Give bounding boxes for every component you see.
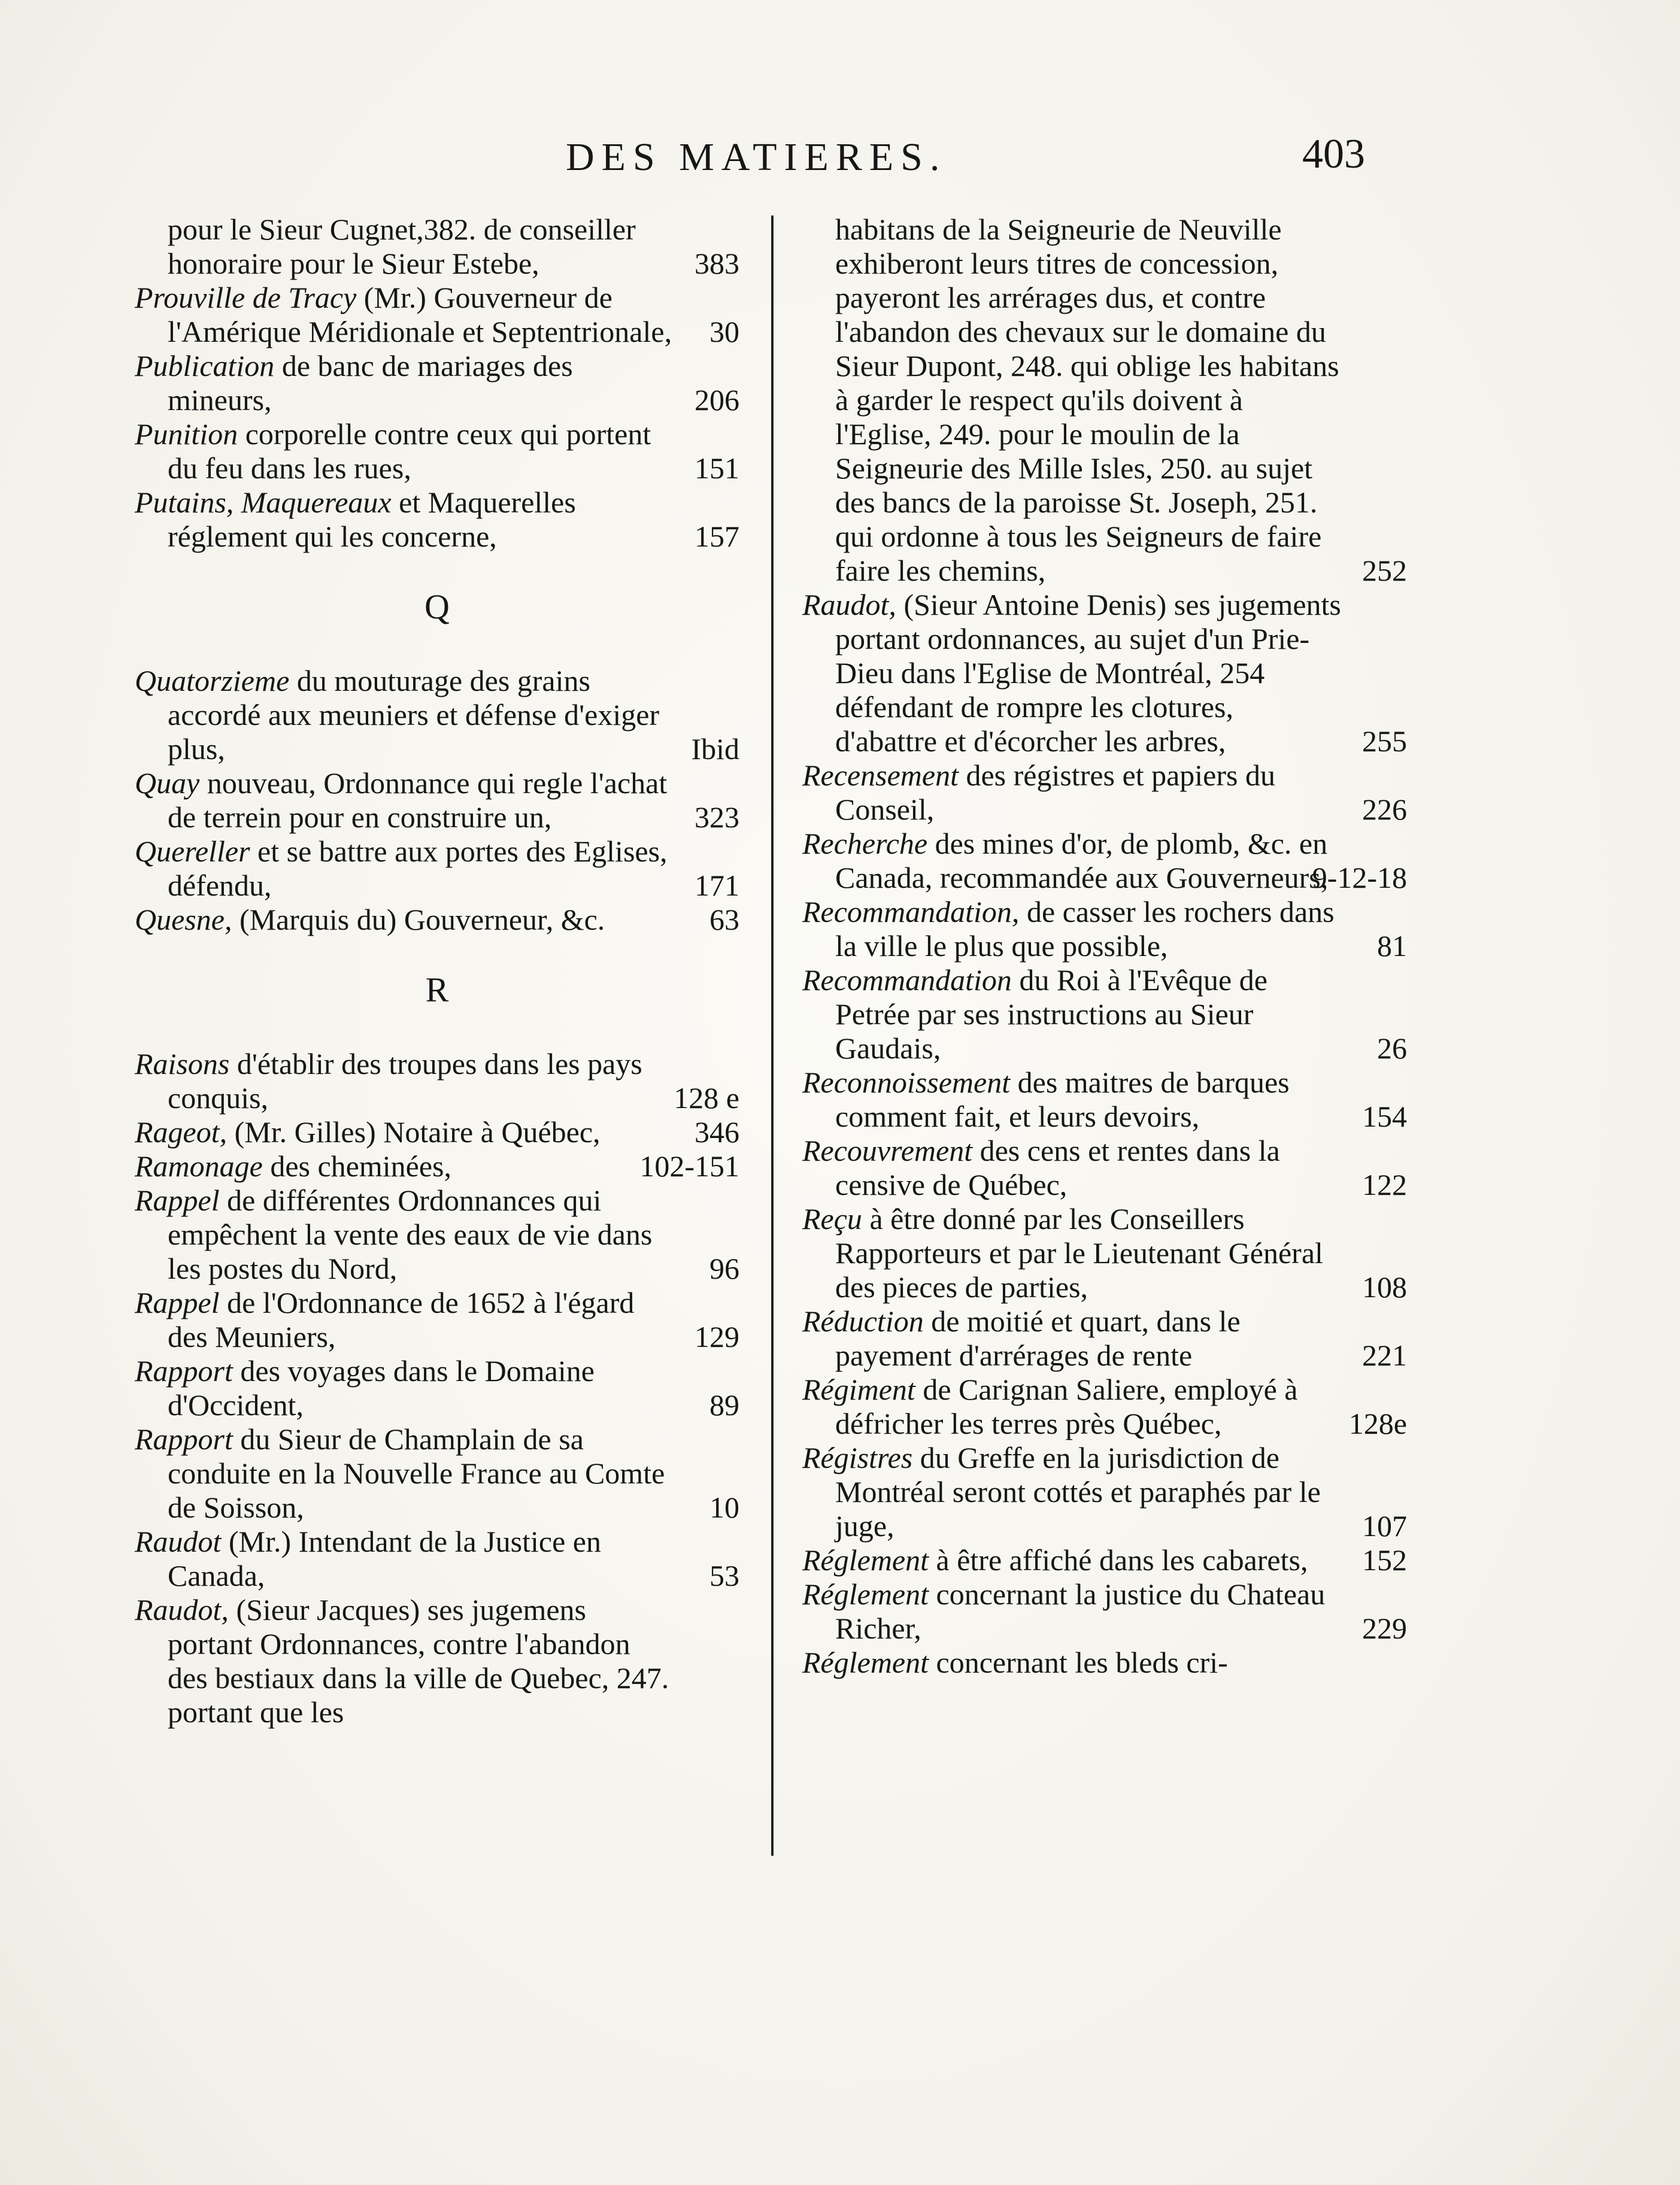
index-entry-text: du Greffe en la jurisdiction de Montréal seront cottés et paraphés par le juge, — [835, 1441, 1321, 1543]
index-entry-text: de moitié et quart, dans le payement d'arrérages de rente — [835, 1304, 1241, 1372]
index-entry-term: Recherche — [802, 827, 928, 860]
index-entry — [802, 588, 1407, 758]
index-entry-term: Ramonage — [135, 1149, 263, 1183]
index-entry — [802, 1202, 1407, 1304]
index-entry-page-ref: 30 — [709, 315, 739, 348]
index-entry-term: Recommandation — [802, 963, 1012, 997]
index-entry-text: du Sieur de Champlain de sa conduite en la Nouvelle France au Comte de Soisson, — [168, 1422, 665, 1524]
index-entry-page-ref: 152 — [1362, 1543, 1407, 1577]
index-entry-text: de banc de mariages des mineurs, — [168, 349, 573, 417]
index-entry-text: et se battre aux portes des Eglises, défendu, — [168, 834, 668, 902]
index-entry — [135, 281, 739, 349]
index-entry-page-ref: 383 — [695, 247, 739, 280]
index-entry-term: Raudot — [135, 1525, 222, 1558]
index-entry-page-ref: 252 — [1362, 554, 1407, 587]
index-entry-text: des cheminées, — [262, 1149, 452, 1183]
index-entry — [135, 1354, 739, 1422]
index-entry-term: Reçu — [802, 1202, 862, 1236]
index-entry-page-ref: 129 — [695, 1320, 739, 1354]
index-entry-page-ref: 102-151 — [639, 1149, 739, 1183]
index-entry-term: Régiment — [802, 1373, 915, 1406]
index-entry-term: Raudot, — [802, 588, 896, 621]
index-entry-term: Rapport — [135, 1422, 233, 1456]
index-entry-text: des régistres et papiers du Conseil, — [835, 758, 1275, 826]
index-entry-term: Raudot, — [135, 1593, 229, 1626]
index-entry-text: à être donné par les Conseillers Rapporteurs et par le Lieutenant Général des pieces de parties, — [835, 1202, 1323, 1304]
running-title: DES MATIERES. — [566, 135, 947, 179]
index-entry-text: de Carignan Saliere, employé à défricher les terres près Québec, — [835, 1373, 1298, 1440]
index-entry-term: Punition — [135, 417, 238, 451]
index-entry-text: concernant la justice du Chateau Richer, — [835, 1577, 1326, 1645]
index-entry-text: (Mr. Gilles) Notaire à Québec, — [227, 1115, 601, 1149]
index-entry — [802, 1304, 1407, 1373]
index-entry-page-ref: 229 — [1362, 1612, 1407, 1645]
index-entry-page-ref: 206 — [695, 383, 739, 417]
index-entry — [802, 827, 1407, 895]
index-entry-page-ref: 96 — [709, 1252, 739, 1285]
index-entry-term: Quereller — [135, 834, 250, 868]
index-entry-term: Rapport — [135, 1354, 233, 1388]
index-entry-text: (Mr.) Intendant de la Justice en Canada, — [168, 1525, 601, 1592]
index-entry-page-ref: 81 — [1377, 929, 1407, 963]
index-entry-term: Recommandation, — [802, 895, 1020, 928]
index-entry-page-ref: 157 — [695, 520, 739, 553]
index-entry-term: Raisons — [135, 1047, 230, 1081]
index-entry-page-ref: 323 — [695, 800, 739, 834]
index-entry-page-ref: 108 — [1362, 1270, 1407, 1304]
index-entry-term: Réglement — [802, 1646, 929, 1679]
section-letter-q: Q — [424, 587, 450, 626]
index-entry-term: Rappel — [135, 1183, 220, 1217]
index-entry-page-ref: Ibid — [691, 732, 739, 766]
index-entry-page-ref: 346 — [695, 1115, 739, 1149]
index-entry-page-ref: 154 — [1362, 1100, 1407, 1133]
index-entry-text: habitans de la Seigneurie de Neuville exhiberont leurs titres de concession, payeront les arrérages dus, et contre l'abandon des chevaux sur le domaine du Sieur Dupont, 248. qui oblige les habitans à garder le respect qu'ils doivent à l'Eglise, 249. pour le moulin de la Seigneurie des Mille Isles, 250. au sujet des bancs de la paroisse St. Joseph, 251. qui ordonne à tous les Seigneurs de faire faire les chemins, — [835, 213, 1339, 587]
index-entry-text: pour le Sieur Cugnet,382. de conseiller honoraire pour le Sieur Estebe, — [168, 213, 636, 280]
index-entry-term: Publication — [135, 349, 275, 383]
index-entry — [802, 758, 1407, 827]
index-entry — [802, 1646, 1407, 1680]
index-entry — [135, 485, 739, 554]
index-entry — [802, 1577, 1407, 1646]
index-entry — [135, 1047, 739, 1115]
index-entry-term: Putains, Maquereaux — [135, 485, 392, 519]
index-entry-text: (Sieur Jacques) ses jugemens portant Ordonnances, contre l'abandon des bestiaux dans la ville de Quebec, 247. portant que les — [168, 1593, 669, 1729]
right-column — [802, 213, 1407, 1680]
index-entry — [802, 963, 1407, 1066]
index-entry — [135, 834, 739, 903]
index-entry-text: nouveau, Ordonnance qui regle l'achat de terrein pour en construire un, — [168, 766, 668, 834]
index-entry — [135, 1286, 739, 1354]
column-divider — [771, 216, 774, 1856]
index-entry — [135, 417, 739, 485]
index-entry-page-ref: 151 — [695, 451, 739, 485]
index-entry-term: Réglement — [802, 1577, 929, 1611]
index-entry-text: des cens et rentes dans la censive de Québec, — [835, 1134, 1280, 1201]
index-entry-term: Reconnoissement — [802, 1066, 1011, 1099]
index-entry-page-ref: 226 — [1362, 793, 1407, 826]
index-entry-text: à être affiché dans les cabarets, — [929, 1543, 1308, 1577]
index-entry — [135, 349, 739, 417]
index-entry-text: des mines d'or, de plomb, &c. en Canada, recommandée aux Gouverneurs, — [835, 827, 1329, 894]
index-entry-page-ref: 171 — [695, 869, 739, 902]
index-entry-page-ref: 63 — [709, 903, 739, 936]
index-entry-text: de différentes Ordonnances qui empêchent la vente des eaux de vie dans les postes du Nord, — [168, 1183, 653, 1285]
index-entry-text: concernant les bleds cri- — [929, 1646, 1228, 1679]
page-number: 403 — [1302, 131, 1365, 177]
index-entry — [135, 213, 739, 281]
index-entry — [802, 1543, 1407, 1577]
index-entry-page-ref: 255 — [1362, 724, 1407, 758]
index-entry-term: Recensement — [802, 758, 959, 792]
index-entry-term: Recouvrement — [802, 1134, 973, 1167]
index-entry — [135, 1593, 739, 1729]
index-entry-term: Quatorzieme — [135, 664, 290, 697]
index-entry-page-ref: 107 — [1362, 1509, 1407, 1543]
index-entry-text: (Mr.) Gouverneur de l'Amérique Méridionale et Septentrionale, — [168, 281, 672, 348]
index-entry-text: du Roi à l'Evêque de Petrée par ses instructions au Sieur Gaudais, — [835, 963, 1267, 1065]
index-entry — [802, 213, 1407, 588]
index-entry-text: des maitres de barques comment fait, et leurs devoirs, — [835, 1066, 1290, 1133]
index-entry-page-ref: 122 — [1362, 1168, 1407, 1201]
index-entry — [802, 1373, 1407, 1441]
index-entry — [802, 895, 1407, 963]
index-entry — [135, 1183, 739, 1286]
index-entry — [135, 766, 739, 834]
index-list-r — [135, 1047, 739, 1729]
index-entry-text: d'établir des troupes dans les pays conquis, — [168, 1047, 642, 1115]
index-entry — [135, 1422, 739, 1525]
index-entry-term: Réglement — [802, 1543, 929, 1577]
index-entry-term: Rappel — [135, 1286, 220, 1319]
left-column — [135, 213, 739, 1729]
index-entry-text: (Sieur Antoine Denis) ses jugements portant ordonnances, au sujet d'un Prie-Dieu dans l'Eglise de Montréal, 254 défendant de rompre les clotures, d'abattre et d'écorcher les arbres, — [835, 588, 1341, 758]
index-entry-page-ref: 53 — [709, 1559, 739, 1592]
index-entry-term: Réduction — [802, 1304, 924, 1338]
index-list-q — [135, 664, 739, 937]
index-entry — [135, 664, 739, 766]
index-entry-page-ref: 26 — [1377, 1031, 1407, 1065]
index-entry-text: et Maquerelles réglement qui les concerne, — [168, 485, 576, 553]
index-entry — [135, 1149, 739, 1183]
index-entry — [802, 1441, 1407, 1543]
index-list-right — [802, 213, 1407, 1680]
index-entry-text: du mouturage des grains accordé aux meuniers et défense d'exiger plus, — [168, 664, 660, 766]
index-entry-text: des voyages dans le Domaine d'Occident, — [168, 1354, 595, 1422]
index-entry-page-ref: 9-12-18 — [1312, 861, 1407, 894]
section-letter-r: R — [425, 970, 449, 1009]
index-entry-page-ref: 89 — [709, 1388, 739, 1422]
index-entry-text: corporelle contre ceux qui portent du feu dans les rues, — [168, 417, 651, 485]
index-entry-text: de l'Ordonnance de 1652 à l'égard des Meuniers, — [168, 1286, 635, 1354]
index-entry-page-ref: 221 — [1362, 1339, 1407, 1372]
index-entry-term: Régistres — [802, 1441, 913, 1474]
index-entry-term: Quay — [135, 766, 200, 800]
index-entry-text: (Marquis du) Gouverneur, &c. — [232, 903, 605, 936]
index-entry — [135, 903, 739, 937]
index-entry — [802, 1066, 1407, 1134]
index-entry-page-ref: 10 — [709, 1491, 739, 1524]
index-entry-page-ref: 128 e — [674, 1081, 739, 1115]
index-entry-text: de casser les rochers dans la ville le plus que possible, — [835, 895, 1335, 963]
index-entry-term: Quesne, — [135, 903, 232, 936]
index-entry-term: Rageot, — [135, 1115, 228, 1149]
index-entry — [135, 1115, 739, 1149]
index-list-before-q — [135, 213, 739, 554]
index-entry — [802, 1134, 1407, 1202]
index-entry — [135, 1525, 739, 1593]
index-entry-page-ref: 128e — [1348, 1407, 1407, 1440]
index-entry-term: Prouville de Tracy — [135, 281, 357, 314]
